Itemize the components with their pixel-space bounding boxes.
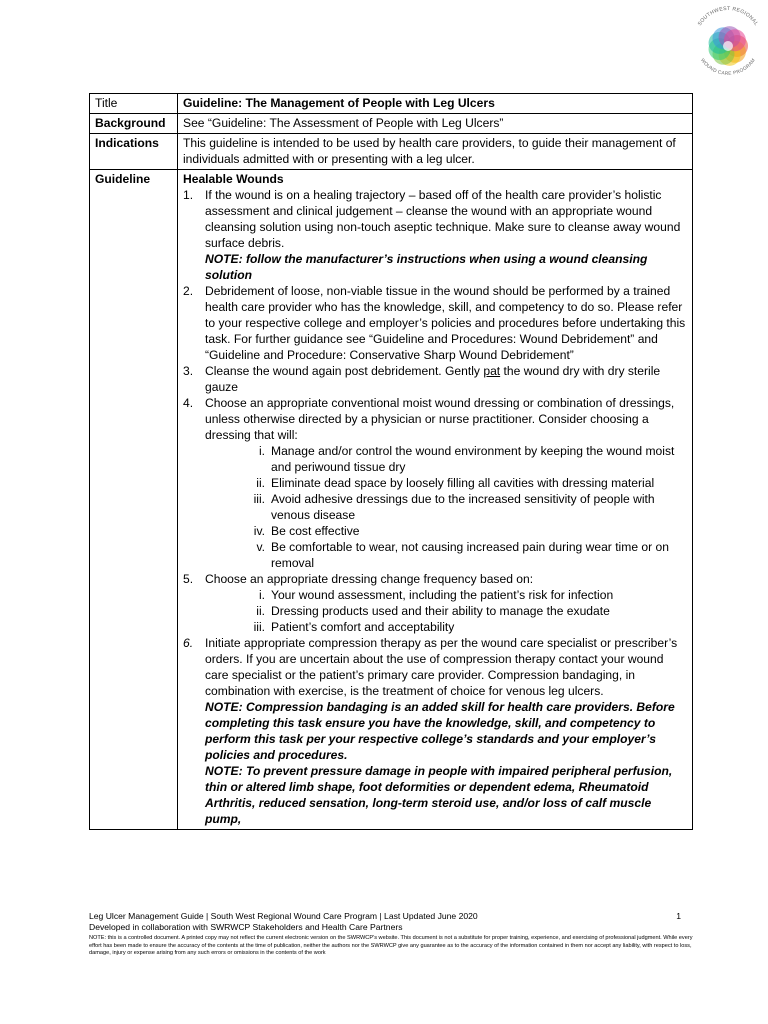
sub-item-number: v. <box>256 540 265 554</box>
step-number: 4. <box>183 396 194 410</box>
step-4 <box>183 395 688 443</box>
logo-bottom-text: WOUND CARE PROGRAM <box>699 57 757 77</box>
sub-item <box>183 523 688 539</box>
sub-item <box>183 587 688 603</box>
step-number: 6. <box>183 636 194 650</box>
step-text: Choose an appropriate conventional moist wound dressing or combination of dressings, unless otherwise directed by a physician or nurse practitioner. Consider choosing a dressing that will: <box>205 396 675 442</box>
step-4-sublist <box>183 443 688 571</box>
healable-wounds-heading: Healable Wounds <box>183 172 284 186</box>
step-number: 2. <box>183 284 194 298</box>
guideline-label: Guideline <box>90 170 178 830</box>
svg-text:SOUTHWEST REGIONAL <box>697 6 759 27</box>
step-text: Initiate appropriate compression therapy as per the wound care specialist or prescriber’s orders. If you are uncertain about the use of compression therapy contact your wound care specialist or the patient’s primary care provider. Compression bandaging, in combination with exercise, is the treatment of choice for venous leg ulcers. <box>205 636 678 698</box>
footer-collaboration-line: Developed in collaboration with SWRWCP Stakeholders and Health Care Partners <box>89 922 403 932</box>
guideline-table <box>89 93 693 830</box>
step-note: NOTE: To prevent pressure damage in people with impaired peripheral perfusion, thin or altered limb shape, foot deformities or dependent edema, Rheumatoid Arthritis, reduced sensation, long-term steroid use, and/or loss of calf muscle pump, <box>205 764 673 826</box>
step-text-part: the wound dry with dry sterile gauze <box>205 364 661 394</box>
sub-item-number: iii. <box>253 492 265 506</box>
sub-item <box>183 539 688 571</box>
step-text-underlined: pat <box>483 364 501 378</box>
step-number: 5. <box>183 572 194 586</box>
sub-item-text: Your wound assessment, including the patient’s risk for infection <box>271 588 614 602</box>
sub-item-number: iv. <box>253 524 265 538</box>
step-1 <box>183 187 688 283</box>
step-5 <box>183 571 688 587</box>
sub-item-text: Avoid adhesive dressings due to the increased sensitivity of people with venous disease <box>271 492 655 522</box>
sub-item <box>183 443 688 475</box>
logo-arc-text: SOUTHWEST REGIONAL <box>696 5 760 28</box>
flower-rings-icon <box>709 26 748 66</box>
sub-item-number: i. <box>258 444 265 458</box>
step-text <box>205 363 688 395</box>
background-label: Background <box>90 114 178 134</box>
sub-item-text: Manage and/or control the wound environment by keeping the wound moist and periwound tissue dry <box>271 444 675 474</box>
background-row <box>90 114 693 134</box>
sub-item-text: Be cost effective <box>271 524 360 538</box>
page-footer <box>89 911 693 958</box>
sub-item-number: ii. <box>256 476 265 490</box>
sub-item-text: Eliminate dead space by loosely filling all cavities with dressing material <box>271 476 655 490</box>
step-5-sublist <box>183 587 688 635</box>
step-text: Choose an appropriate dressing change frequency based on: <box>205 572 534 586</box>
step-text: Debridement of loose, non-viable tissue in the wound should be performed by a trained health care provider who has the knowledge, skill, and competency to do so. Please refer to your respective college and employer’s policies and procedures before undertaking this task. For further guidance see “Guideline and Procedures: Wound Debridement” and “Guideline and Procedure: Conservative Sharp Wound Debridement” <box>205 284 686 362</box>
background-text: See “Guideline: The Assessment of People with Leg Ulcers” <box>178 114 693 134</box>
guideline-title: Guideline: The Management of People with Leg Ulcers <box>178 94 693 114</box>
indications-text: This guideline is intended to be used by health care providers, to guide their management of individuals admitted with or presenting with a leg ulcer. <box>178 134 693 170</box>
step-number: 1. <box>183 188 194 202</box>
sub-item <box>183 491 688 523</box>
step-6 <box>183 635 688 827</box>
step-text-part: Cleanse the wound again post debridement. Gently <box>205 364 484 378</box>
indications-label: Indications <box>90 134 178 170</box>
sub-item-text: Patient’s comfort and acceptability <box>271 620 455 634</box>
title-label: Title <box>90 94 178 114</box>
guideline-content <box>178 170 693 830</box>
sub-item <box>183 475 688 491</box>
step-3 <box>183 363 688 395</box>
sub-item <box>183 619 688 635</box>
sub-item-text: Be comfortable to wear, not causing increased pain during wear time or on removal <box>271 540 669 570</box>
step-note: NOTE: follow the manufacturer’s instructions when using a wound cleansing solution <box>205 252 648 282</box>
title-row <box>90 94 693 114</box>
footer-disclaimer: NOTE: this is a controlled document. A printed copy may not reflect the current electronic version on the SWRWCP’s website. This document is not a substitute for proper training, experience, and exercising of professional judgment. While every effort has been made to ensure the accuracy of the contents at the time of publication, neither the authors nor the SWRWCP give any guarantee as to the accuracy of the information contained in them nor accept any liability, with respect to loss, damage, injury or expense arising from any such errors or omissions in the contents of the work <box>89 935 693 956</box>
logo-core <box>723 41 733 51</box>
page-number: 1 <box>676 911 681 921</box>
sub-item-number: i. <box>258 588 265 602</box>
step-text: If the wound is on a healing trajectory – based off of the health care provider’s holistic assessment and clinical judgement – cleanse the wound with an appropriate wound cleansing solution using non-touch aseptic technique. Make sure to cleanse away wound surface debris. <box>205 188 681 250</box>
sub-item-number: ii. <box>256 604 265 618</box>
sub-item <box>183 603 688 619</box>
guideline-row <box>90 170 693 830</box>
step-number: 3. <box>183 364 194 378</box>
program-logo <box>690 2 766 88</box>
step-2 <box>183 283 688 363</box>
step-note: NOTE: Compression bandaging is an added skill for health care providers. Before completing this task ensure you have the knowledge, skill, and competency to perform this task per your respective college’s standards and your employer’s policies and procedures. <box>205 700 675 762</box>
guideline-steps <box>183 187 688 827</box>
indications-row <box>90 134 693 170</box>
sub-item-number: iii. <box>253 620 265 634</box>
footer-guide-line: Leg Ulcer Management Guide | South West Regional Wound Care Program | Last Updated June 2020 <box>89 911 478 921</box>
sub-item-text: Dressing products used and their ability to manage the exudate <box>271 604 610 618</box>
